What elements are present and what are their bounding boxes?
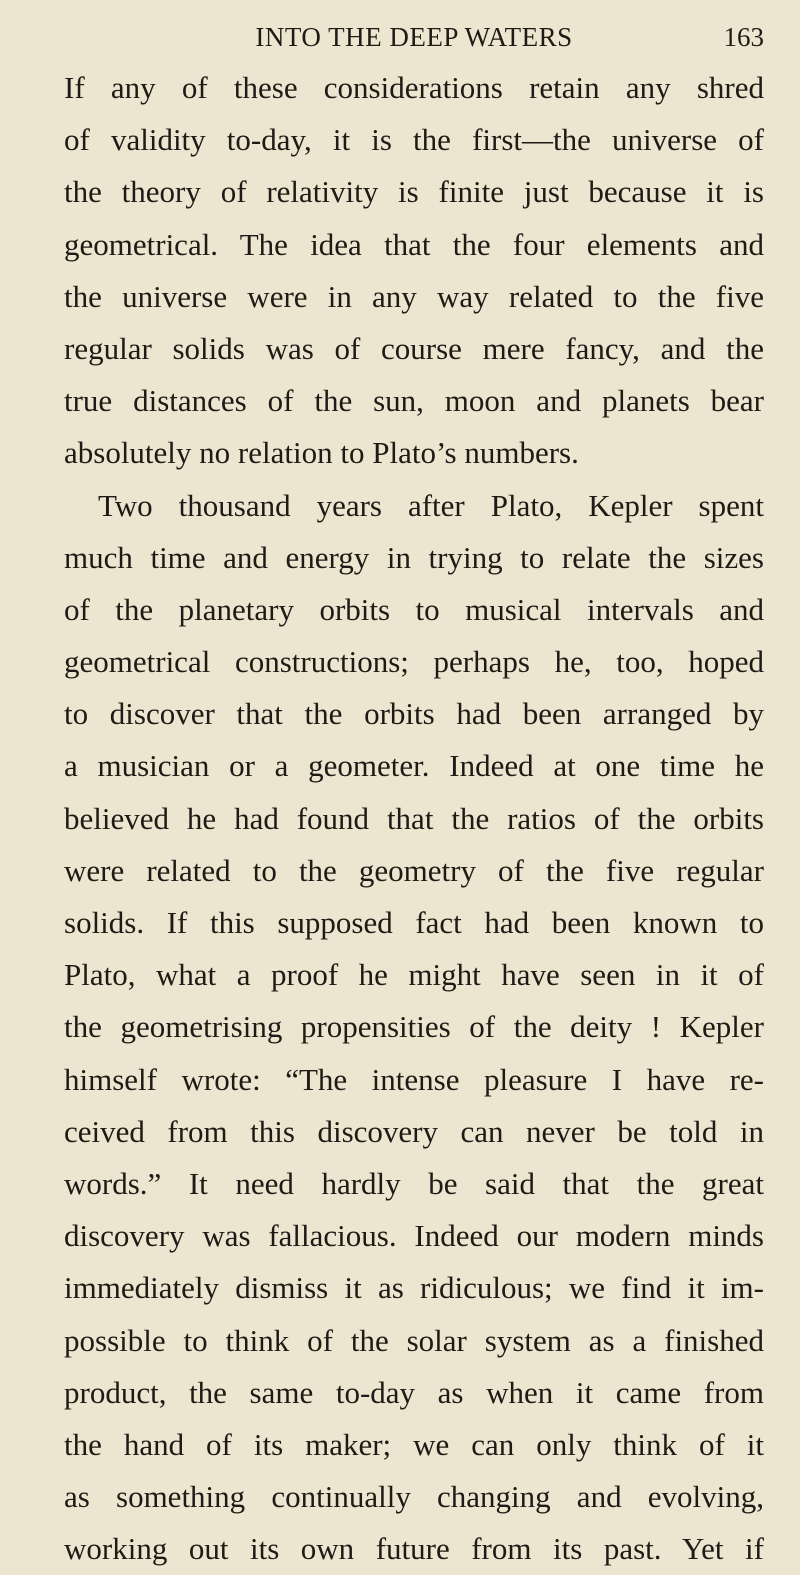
text-line: absolutely no relation to Plato’s numbers. xyxy=(64,435,579,471)
page-number: 163 xyxy=(723,22,764,52)
text-line: were related to the geometry of the five regular xyxy=(64,852,764,888)
text-line: words.” It need hardly be said that the great xyxy=(64,1165,764,1201)
text-line: geometrical. The idea that the four elements and xyxy=(64,226,764,262)
text-line: the universe were in any way related to the five xyxy=(64,278,764,314)
text-line: the hand of its maker; we can only think of it xyxy=(64,1426,764,1462)
text-line: the theory of relativity is finite just because it is xyxy=(64,174,764,210)
running-head-title: INTO THE DEEP WATERS xyxy=(255,22,573,52)
text-line: If any of these considerations retain any shred xyxy=(64,70,764,105)
text-line: much time and energy in trying to relate the sizes xyxy=(64,539,764,575)
text-line: as something continually changing and evolving, xyxy=(64,1479,764,1515)
text-line: the geometrising propensities of the deity ! Kepler xyxy=(64,1009,764,1045)
text-line: immediately dismiss it as ridiculous; we find it im- xyxy=(64,1270,764,1306)
text-line: a musician or a geometer. Indeed at one time he xyxy=(64,748,764,784)
text-line: Plato, what a proof he might have seen in it of xyxy=(64,957,764,993)
text-line: Two thousand years after Plato, Kepler spent xyxy=(98,487,764,523)
text-line: believed he had found that the ratios of the orbits xyxy=(64,800,764,836)
text-line: himself wrote: “The intense pleasure I have re- xyxy=(64,1061,764,1097)
text-line: working out its own future from its past. Yet if xyxy=(64,1531,764,1567)
text-line: ceived from this discovery can never be told in xyxy=(64,1113,764,1149)
text-line: product, the same to-day as when it came from xyxy=(64,1374,764,1410)
text-line: solids. If this supposed fact had been known to xyxy=(64,905,764,940)
text-line: of validity to-day, it is the first—the universe of xyxy=(64,122,764,158)
text-line: true distances of the sun, moon and planets bear xyxy=(64,383,764,419)
text-line: to discover that the orbits had been arranged by xyxy=(64,696,764,732)
running-head xyxy=(64,22,764,62)
text-line: geometrical constructions; perhaps he, too, hoped xyxy=(64,644,764,680)
text-line: regular solids was of course mere fancy, and the xyxy=(64,330,764,366)
text-line: of the planetary orbits to musical intervals and xyxy=(64,591,764,627)
text-line: possible to think of the solar system as a finished xyxy=(64,1322,764,1358)
body-text xyxy=(64,62,764,1575)
text-line: discovery was fallacious. Indeed our modern minds xyxy=(64,1218,764,1254)
